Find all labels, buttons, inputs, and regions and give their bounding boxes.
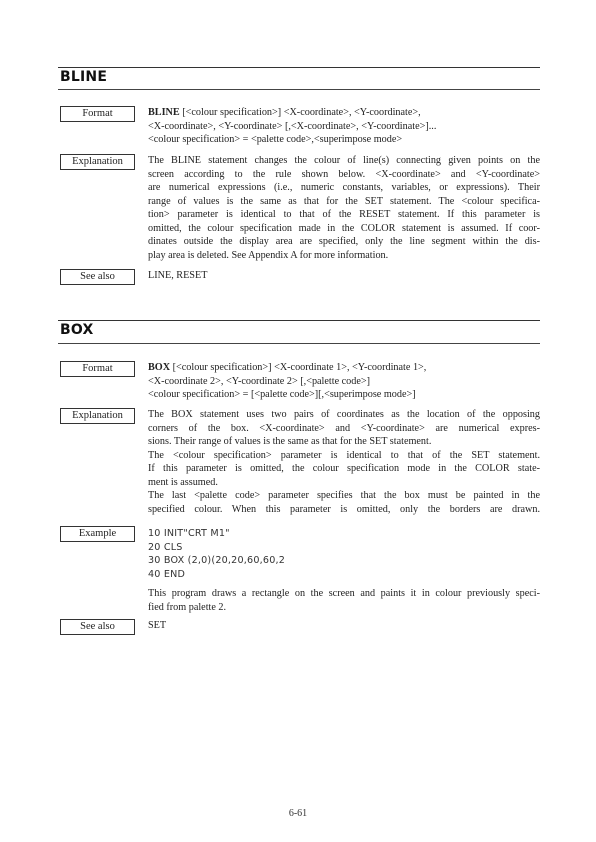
see-also-text: SET [148, 620, 167, 631]
see-also-text: LINE, RESET [148, 270, 208, 281]
explanation-line: The last <palette code> parameter specifies that the box must be painted in the [148, 490, 540, 501]
see-also-label: See also [60, 269, 135, 285]
explanation-label: Explanation [60, 408, 135, 424]
code-line: 40 END [148, 568, 186, 580]
explanation-line: range of values is the same as that for the SET statement. The <colour specifica- [148, 195, 540, 207]
section-title-bline: BLINE [60, 69, 108, 85]
explanation-line: ment is assumed. [148, 476, 218, 488]
explanation-line: play area is deleted. See Appendix A for more information. [148, 249, 389, 261]
explanation-line: If this parameter is omitted, the colour specification mode in the COLOR state- [148, 463, 540, 474]
code-line: 20 CLS [148, 541, 183, 553]
format-keyword: BOX [148, 362, 171, 373]
example-description [148, 587, 540, 614]
explanation-line: sions. Their range of values is the same as that for the SET statement. [148, 436, 432, 447]
format-line-rest: [<colour specification>] <X-coordinate>, <Y-coordinate>, [179, 107, 421, 118]
explanation-line: The <colour specification> parameter is identical to that of the SET statement. [148, 449, 540, 461]
example-label: Example [60, 526, 135, 542]
format-line [148, 361, 540, 375]
format-line-rest: [<colour specification>] <X-coordinate 1>, <Y-coordinate 1>, [170, 362, 427, 373]
explanation-text [148, 408, 540, 516]
explanation-line: specified colour. When this parameter is omitted, only the borders are drawn. [148, 503, 540, 515]
format-text [148, 106, 540, 147]
code-line: 10 INIT"CRT M1" [148, 528, 230, 539]
explanation-line: are numerical expressions (i.e., numeric constants, variables, or expressions). Their [148, 182, 540, 193]
format-label: Format [60, 106, 135, 122]
format-line: <X-coordinate>, <Y-coordinate> [,<X-coordinate>, <Y-coordinate>]... [148, 120, 437, 132]
format-line [148, 106, 540, 120]
page-number: 6-61 [288, 808, 308, 819]
code-line: 30 BOX (2,0)(20,20,60,60,2 [148, 555, 286, 566]
explanation-line: screen according to the rule shown below. <X-coordinate> and <Y-coordinate> [148, 168, 540, 180]
section-top-rule [58, 320, 540, 321]
format-text [148, 361, 540, 402]
section-top-rule [58, 67, 540, 68]
section-title-box: BOX [60, 322, 94, 338]
format-keyword: BLINE [148, 107, 180, 118]
see-also-label: See also [60, 619, 135, 635]
explanation-text [148, 154, 540, 262]
explanation-line: omitted, the colour specification made in the COLOR statement is assumed. If coor- [148, 222, 540, 234]
explanation-line: dinates outside the display area are specified, only the line segment within the dis- [148, 236, 540, 247]
example-desc-line: This program draws a rectangle on the screen and paints it in colour previously speci- [148, 588, 540, 599]
section-bottom-rule [58, 343, 540, 344]
example-code [148, 527, 540, 581]
format-line: <colour specification> = <palette code>,<superimpose mode> [148, 134, 403, 145]
example-desc-line: fied from palette 2. [148, 601, 227, 613]
explanation-line: corners of the box. <X-coordinate> and <Y-coordinate> are numerical expres- [148, 422, 540, 434]
section-bottom-rule [58, 89, 540, 90]
explanation-line: The BLINE statement changes the colour of line(s) connecting given points on the [148, 155, 540, 166]
explanation-line: The BOX statement uses two pairs of coordinates as the location of the opposing [148, 409, 540, 420]
format-line: <colour specification> = [<palette code>][,<superimpose mode>] [148, 389, 416, 400]
format-line: <X-coordinate 2>, <Y-coordinate 2> [,<palette code>] [148, 375, 371, 387]
explanation-label: Explanation [60, 154, 135, 170]
format-label: Format [60, 361, 135, 377]
explanation-line: tion> parameter is identical to that of the RESET statement. If this parameter is [148, 209, 540, 220]
